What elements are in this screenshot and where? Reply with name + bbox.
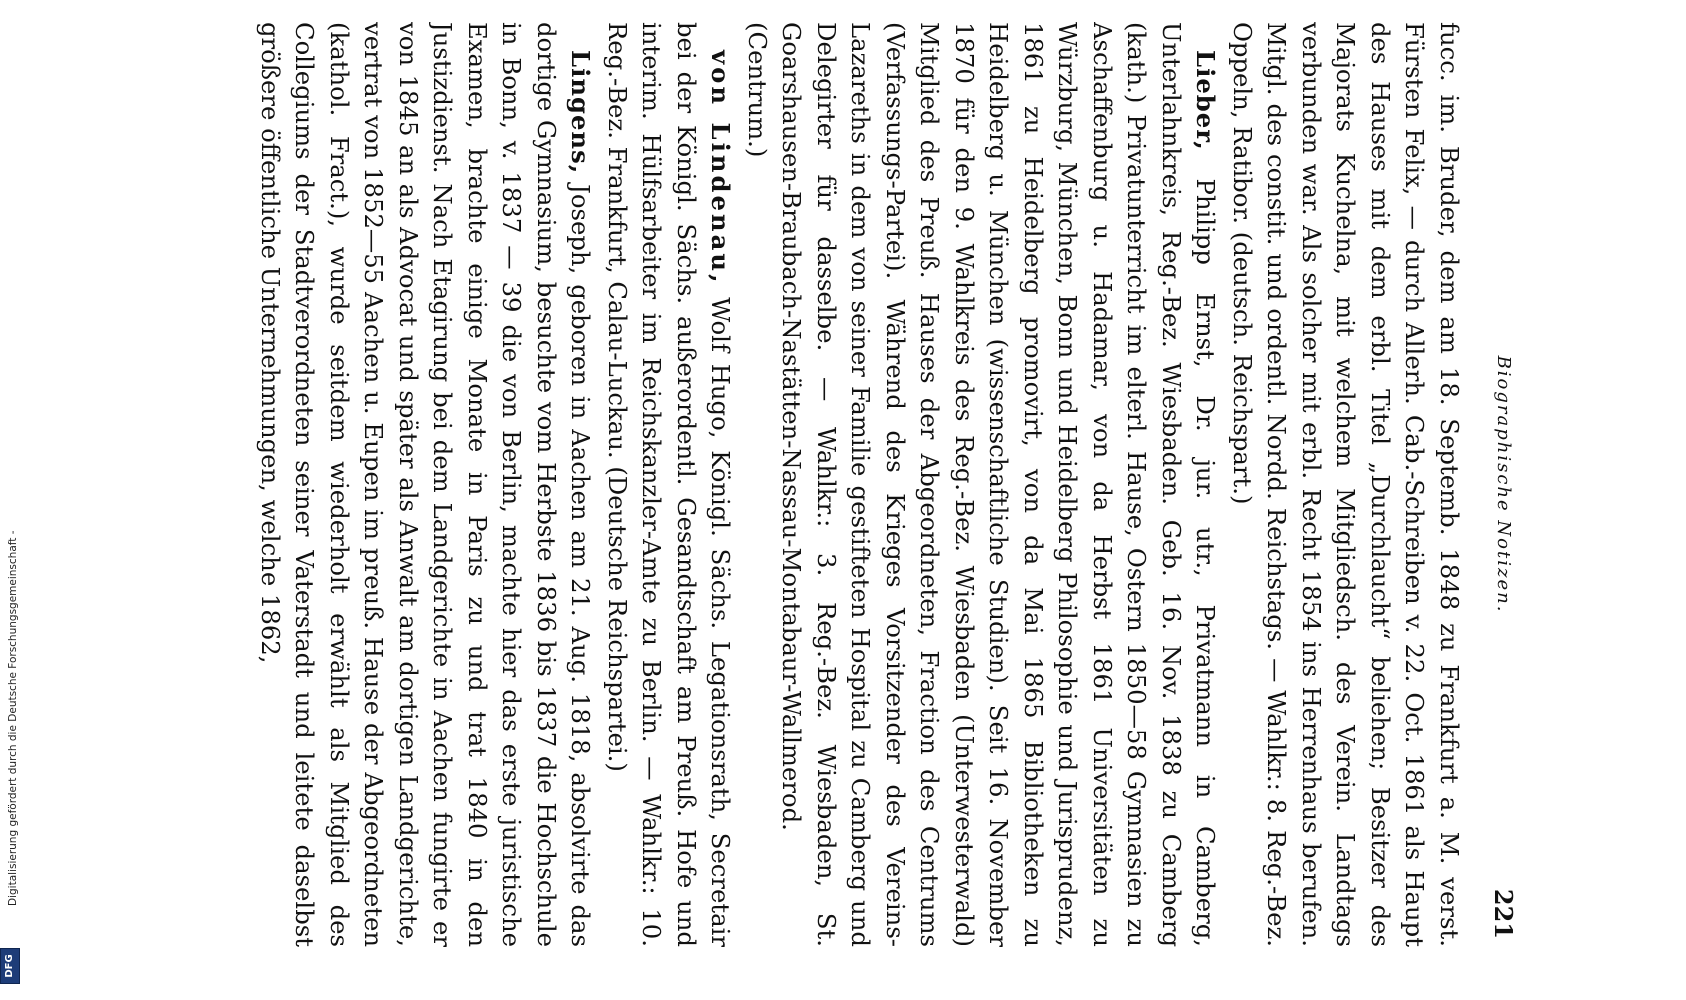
entry-text-lieber: Philipp Ernst, Dr. jur. utr., Privatmann in Camberg, Unterlahnkreis, Reg.-Bez. Wiesbaden. Geb. 16. Nov. 1838 zu Camberg (kath.) Privatunterricht im elterl. Hause, Ostern 1850—58 Gymnasien zu Aschaffenburg u. Hadamar, von da Herbst 1861 Universitäten zu Würzburg, München, Bonn und Heidelberg Philosophie und Jurisprudenz, 1861 zu Heidelberg promovirt, von da Mai 1865 Bibliotheken zu Heidelberg u. München (wissenschaftliche Studien). Seit 16. November 1870 für den 9. Wahlkreis des Reg.-Bez. Wiesbaden (Unterwesterwald) Mitglied des Preuß. Hauses der Abgeordneten, Fraction des Centrums (Verfassungs-Partei). Während des Krieges Vorsitzender des Vereins-Lazareths in dem von seiner Familie gestifteten Hospital zu Camberg und Delegirter für dasselbe. — Wahlkr.: 3. Reg.-Bez. Wiesbaden, St. Goarshausen-Braubach-Nastätten-Nassau-Montabaur-Wallmerod. (Centrum.) bbox=[743, 22, 1221, 947]
entry-lieber bbox=[740, 22, 1223, 947]
entry-lindenau bbox=[600, 22, 738, 947]
entry-name-lindenau: von Lindenau, bbox=[706, 50, 736, 286]
rotated-page bbox=[82, 22, 1522, 947]
entry-text-lingens: Joseph, geboren in Aachen am 21. Aug. 1818, absolvirte das dortige Gymnasium, besuchte vom Herbste 1836 bis 1837 die Hochschule in Bonn, v. 1837 — 39 die von Berlin, machte hier das erste juristische Examen, brachte einige Monate in Paris zu und trat 1840 in den Justizdienst. Nach Etagirung bei dem Landgerichte in Aachen fungirte er von 1845 an als Advocat und später als Anwalt am dortigen Landgerichte, vertrat von 1852—55 Aachen u. Eupen im preuß. Hause der Abgeordneten (kathol. Fract.), wurde seitdem wiederholt erwählt als Mitglied des Collegiums der Stadtverordneten seiner Vaterstadt und leitete daselbst größere öffentliche Unternehmungen, welche 1862, bbox=[256, 22, 596, 947]
page-header bbox=[1482, 22, 1522, 947]
dfg-logo-text: DFG bbox=[4, 954, 15, 978]
paragraph-continuation: fucc. im. Bruder, dem am 18. Septemb. 1848 zu Frankfurt a. M. verst. Fürsten Felix, — durch Allerh. Cab.-Schreiben v. 22. Oct. 1861 als Haupt des Hauses mit dem erbl. Titel „Durchlaucht“ beliehen; Besitzer des Majorats Kuchelna, mit welchem Mitgliedsch. des Verein. Landtags verbunden war. Als solcher mit erbl. Recht 1854 ins Herrenhaus berufen. Mitgl. des constit. und ordentl. Nordd. Reichstags. — Wahlkr.: 8. Reg.-Bez. Oppeln, Ratibor. (deutsch. Reichspart.) bbox=[1228, 22, 1464, 947]
running-head: Biographische Notizen. bbox=[1493, 355, 1514, 614]
dfg-logo bbox=[0, 948, 20, 984]
page-number: 221 bbox=[1489, 888, 1518, 939]
text-body bbox=[96, 22, 1466, 947]
entry-name-lieber: Lieber, bbox=[1191, 50, 1221, 151]
entry-lingens bbox=[253, 22, 598, 947]
attribution-text: Digitalisierung gefördert durch die Deutsche Forschungsgemeinschaft - bbox=[7, 530, 19, 906]
entry-name-lingens: Lingens, bbox=[566, 50, 596, 175]
page-content bbox=[82, 22, 1522, 947]
digitization-attribution bbox=[4, 530, 22, 986]
entry-text-lindenau: Wolf Hugo, Königl. Sächs. Legationsrath, Secretair bei der Königl. Sächs. außerordentl. Gesandtschaft am Preuß. Hofe und interim. Hülfsarbeiter im Reichskanzler-Amte zu Berlin. — Wahlkr.: 10. Reg.-Bez. Frankfurt, Calau-Luckau. (Deutsche Reichspartei.) bbox=[603, 22, 736, 947]
